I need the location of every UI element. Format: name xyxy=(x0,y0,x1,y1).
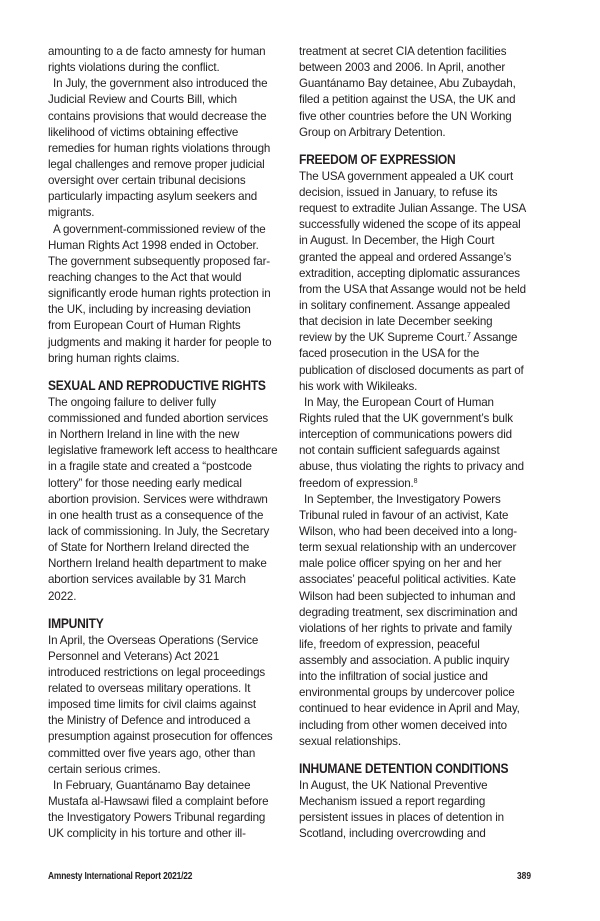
text-line: granted the appeal and ordered Assange’s xyxy=(299,250,512,264)
text-line: in a fragile state and created a “postcode xyxy=(48,460,252,474)
text-line: contains provisions that would decrease the xyxy=(48,109,267,123)
text-line: associates’ peaceful political activities. Kate xyxy=(299,573,516,587)
text-line: certain serious crimes. xyxy=(48,762,161,776)
text-line: Mustafa al-Hawsawi filed a complaint before xyxy=(48,795,269,809)
text-line: Judicial Review and Courts Bill, which xyxy=(48,93,237,107)
text-line: violations of her rights to private and family xyxy=(299,621,512,635)
text-line: publication of disclosed documents as part of xyxy=(299,363,524,377)
footnote-reference-8[interactable]: 8 xyxy=(413,477,418,485)
text-line: The ongoing failure to deliver fully xyxy=(48,395,216,409)
text-line: The government subsequently proposed far- xyxy=(48,254,270,268)
left-column xyxy=(48,44,288,842)
page-number: 389 xyxy=(517,871,532,882)
text-line: presumption against prosecution for offences xyxy=(48,730,273,744)
text-line: Guantánamo Bay detainee, Abu Zubaydah, xyxy=(299,77,516,91)
text-line: faced prosecution in the USA for the xyxy=(299,347,480,361)
text-line: assembly and association. A public inquiry xyxy=(299,654,510,668)
text-line: In September, the Investigatory Powers xyxy=(304,492,501,506)
text-line: into the infiltration of social justice and xyxy=(299,670,488,684)
text-line: particularly impacting asylum seekers and xyxy=(48,190,258,204)
paragraph-assange xyxy=(299,169,551,395)
text-line: The USA government appealed a UK court xyxy=(299,169,514,183)
text-line: decision, issued in January, to refuse its xyxy=(299,185,498,199)
text-line: Group on Arbitrary Detention. xyxy=(299,125,446,139)
text-line: In May, the European Court of Human xyxy=(304,395,494,409)
paragraph-human-rights-act xyxy=(48,222,288,367)
text-line: In February, Guantánamo Bay detainee xyxy=(53,778,251,792)
text-line: term sexual relationship with an undercover xyxy=(299,541,517,555)
footnote-reference-7[interactable]: 7 xyxy=(467,332,471,340)
section-heading-sexual-reproductive-rights: SEXUAL AND REPRODUCTIVE RIGHTS xyxy=(48,376,266,393)
paragraph-detention-scotland xyxy=(299,778,551,843)
text-line: that decision in late December seeking xyxy=(299,315,493,329)
text-line: Wilson had been subjected to inhuman and xyxy=(299,589,516,603)
text-line: sexual relationships. xyxy=(299,734,401,748)
text-line: his work with Wikileaks. xyxy=(299,379,418,393)
text-line: commissioned and funded abortion services xyxy=(48,411,269,425)
text-line: Personnel and Veterans) Act 2021 xyxy=(48,649,220,663)
text-line: migrants. xyxy=(48,206,95,220)
text-line: successfully widened the scope of its appeal xyxy=(299,218,521,232)
text-line: bring human rights claims. xyxy=(48,351,180,365)
text-line: Northern Ireland health department to make xyxy=(48,557,267,571)
text-line: imposed time limits for civil claims against xyxy=(48,698,256,712)
section-heading-freedom-of-expression: FREEDOM OF EXPRESSION xyxy=(299,150,456,167)
text-line: abortion provision. Services were withdrawn xyxy=(48,492,268,506)
text-line: in August. In December, the High Court xyxy=(299,234,495,248)
paragraph-guantanamo-hawsawi xyxy=(48,778,288,843)
text-line: 2022. xyxy=(48,589,77,603)
text-line: related to overseas military operations. It xyxy=(48,682,251,696)
text-line: lottery” for those needing early medical xyxy=(48,476,242,490)
text-line: interception of communications powers did xyxy=(299,428,512,442)
text-line xyxy=(299,330,551,346)
paragraph-judicial-review xyxy=(48,76,288,221)
text-line: in one health trust as a consequence of the xyxy=(48,508,264,522)
text-line: rights violations during the conflict. xyxy=(48,61,220,75)
text-line: filed a petition against the USA, the UK and xyxy=(299,93,516,107)
text-line: of State for Northern Ireland directed the xyxy=(48,541,250,555)
text-line: five other countries before the UN Working xyxy=(299,109,512,123)
text-line: Scotland, including overcrowding and xyxy=(299,827,486,841)
text-line: remedies for human rights violations through xyxy=(48,141,271,155)
text-fragment: review by the UK Supreme Court. xyxy=(299,331,468,345)
text-line: judgments and making it harder for people to xyxy=(48,335,272,349)
text-line: including from other women deceived into xyxy=(299,718,507,732)
paragraph-abortion-services xyxy=(48,395,288,605)
paragraph-echr-bulk-interception xyxy=(299,395,551,492)
text-fragment: Assange xyxy=(470,331,518,345)
text-line: in solitary confinement. Assange appealed xyxy=(299,298,511,312)
text-line: continued to hear evidence in April and May, xyxy=(299,702,520,716)
text-line: In July, the government also introduced the xyxy=(53,77,268,91)
text-line: degrading treatment, sex discrimination and xyxy=(299,605,518,619)
text-line: In August, the UK National Preventive xyxy=(299,778,488,792)
section-heading-impunity: IMPUNITY xyxy=(48,614,104,631)
text-fragment: freedom of expression. xyxy=(299,476,414,490)
footer-publication-title: Amnesty International Report 2021/22 xyxy=(48,871,193,882)
text-line: legal challenges and remove proper judicial xyxy=(48,157,265,171)
text-line xyxy=(299,476,551,492)
text-line: amounting to a de facto amnesty for human xyxy=(48,45,266,58)
text-line: Wilson, who had been deceived into a long- xyxy=(299,524,517,538)
text-line: In April, the Overseas Operations (Service xyxy=(48,633,259,647)
text-line: treatment at secret CIA detention facilities xyxy=(299,45,507,58)
paragraph-overseas-operations xyxy=(48,633,288,778)
text-line: introduced restrictions on legal proceedings xyxy=(48,665,266,679)
text-line: Mechanism issued a report regarding xyxy=(299,795,486,809)
text-line: reaching changes to the Act that would xyxy=(48,270,242,284)
paragraph-guantanamo-continuation xyxy=(299,44,551,141)
text-line: significantly erode human rights protection in xyxy=(48,287,271,301)
text-line: abortion services available by 31 March xyxy=(48,573,246,587)
text-line: Rights ruled that the UK government’s bulk xyxy=(299,411,513,425)
text-line: Human Rights Act 1998 ended in October. xyxy=(48,238,259,252)
text-line: the Investigatory Powers Tribunal regarding xyxy=(48,811,266,825)
text-line: the Ministry of Defence and introduced a xyxy=(48,714,251,728)
text-line: oversight over certain tribunal decisions xyxy=(48,174,246,188)
text-line: lack of commissioning. In July, the Secretary xyxy=(48,524,270,538)
text-line: the UK, including by increasing deviation xyxy=(48,303,251,317)
text-line: request to extradite Julian Assange. The USA xyxy=(299,202,527,216)
section-heading-inhumane-detention-conditions: INHUMANE DETENTION CONDITIONS xyxy=(299,759,509,776)
text-line: environmental groups by undercover police xyxy=(299,686,515,700)
text-line: between 2003 and 2006. In April, another xyxy=(299,61,506,75)
text-line: life, freedom of expression, peaceful xyxy=(299,637,480,651)
text-line: UK complicity in his torture and other ill- xyxy=(48,827,246,841)
text-line: Tribunal ruled in favour of an activist, Kate xyxy=(299,508,509,522)
paragraph-kate-wilson xyxy=(299,492,551,750)
text-line: committed over five years ago, other than xyxy=(48,746,256,760)
text-line: abuse, thus violating the rights to privacy and xyxy=(299,460,524,474)
text-line: from the USA that Assange would not be held xyxy=(299,282,526,296)
text-line: likelihood of victims obtaining effective xyxy=(48,125,239,139)
paragraph-amnesty-continuation xyxy=(48,44,288,76)
text-line: extradition, accepting diplomatic assurances xyxy=(299,266,520,280)
text-line: male police officer spying on her and her xyxy=(299,557,502,571)
text-line: A government-commissioned review of the xyxy=(53,222,266,236)
text-line: persistent issues in places of detention in xyxy=(299,811,504,825)
text-line: in Northern Ireland in line with the new xyxy=(48,428,240,442)
right-column xyxy=(299,44,551,842)
text-line: from European Court of Human Rights xyxy=(48,319,241,333)
text-line: not contain sufficient safeguards against xyxy=(299,444,500,458)
text-line: legislative framework left access to healthcare xyxy=(48,444,278,458)
